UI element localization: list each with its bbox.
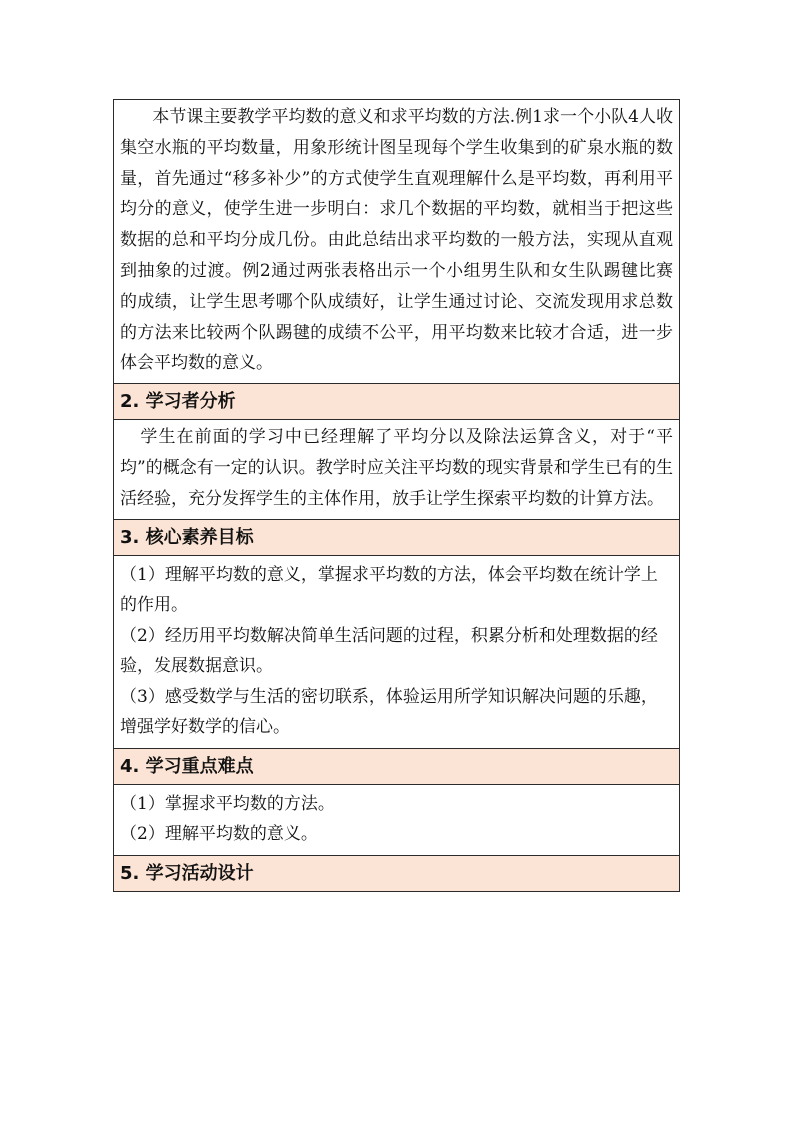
key-difficult-row <box>114 785 679 856</box>
content-analysis-text: 本节课主要教学平均数的意义和求平均数的方法.例1求一个小队4人收集空水瓶的平均数量，用象形统计图呈现每个学生收集到的矿泉水瓶的数量，首先通过“移多补少”的方式使学生直观理解什么是平均数，再利用平均分的意义，使学生进一步明白：求几个数据的平均数，就相当于把这些数据的总和平均分成几份。由此总结出求平均数的一般方法，实现从直观到抽象的过渡。例2通过两张表格出示一个小组男生队和女生队踢毽比赛的成绩，让学生思考哪个队成绩好，让学生通过讨论、交流发现用求总数的方法来比较两个队踢毽的成绩不公平，用平均数来比较才合适，进一步体会平均数的意义。 <box>120 107 673 374</box>
key-difficult-heading: 4. 学习重点难点 <box>114 749 679 784</box>
activity-design-heading: 5. 学习活动设计 <box>114 856 679 891</box>
activity-design-header-row <box>114 856 679 891</box>
core-literacy-list <box>114 556 679 748</box>
core-literacy-row <box>114 556 679 749</box>
list-item: （3）感受数学与生活的密切联系，体验运用所学知识解决问题的乐趣，增强学好数学的信心。 <box>120 686 658 738</box>
key-difficult-list <box>114 785 679 855</box>
lesson-plan-table <box>113 99 680 892</box>
core-literacy-heading: 3. 核心素养目标 <box>114 520 679 555</box>
list-item: （2）理解平均数的意义。 <box>120 824 318 845</box>
content-analysis-row <box>114 100 679 384</box>
list-item: （2）经历用平均数解决简单生活问题的过程，积累分析和处理数据的经验，发展数据意识。 <box>120 625 658 677</box>
learner-analysis-row <box>114 420 679 519</box>
core-literacy-header-row <box>114 520 679 556</box>
learner-analysis-text: 学生在前面的学习中已经理解了平均分以及除法运算含义，对于“平均”的概念有一定的认识。教学时应关注平均数的现实背景和学生已有的生活经验，充分发挥学生的主体作用，放手让学生探索平均数的计算方法。 <box>120 427 673 509</box>
learner-analysis-heading: 2. 学习者分析 <box>114 384 679 419</box>
key-difficult-header-row <box>114 749 679 785</box>
list-item: （1）掌握求平均数的方法。 <box>120 793 335 814</box>
learner-analysis-header-row <box>114 384 679 420</box>
list-item: （1）理解平均数的意义，掌握求平均数的方法，体会平均数在统计学上的作用。 <box>120 564 658 616</box>
